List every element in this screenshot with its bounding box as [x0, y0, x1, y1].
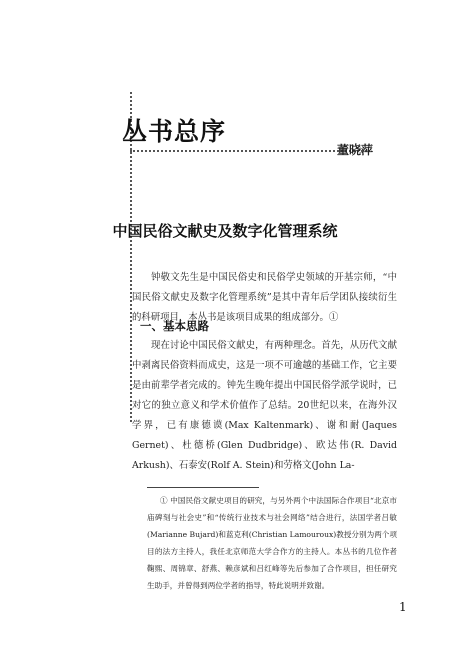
footnote-divider	[147, 487, 259, 488]
section-heading: 一、基本思路	[140, 319, 209, 333]
page-number: 1	[399, 600, 407, 614]
document-title: 中国民俗文献史及数字化管理系统	[112, 222, 338, 240]
dotted-horizontal-rule	[130, 150, 370, 152]
author-name: 董晓萍	[337, 143, 374, 157]
series-preface-title: 丛书总序	[122, 117, 227, 146]
intro-paragraph: 钟敬文先生是中国民俗史和民俗学史领域的开基宗师，“中国民俗文献史及数字化管理系统”是其中青年后学团队接续衍生的科研项目，本丛书是该项目成果的组成部分。①	[132, 272, 397, 323]
footnote: ① 中国民俗文献史项目的研究，与另外两个中法国际合作项目“北京市庙碑刻与社会史”和“传统行业技术与社会网络”结合进行，法国学者吕敏(Marianne Bujard)和蓝克利(Christian Lamouroux)教授分别为两个项目的法方主持人，我任北京师范大学合作方的主持人。本丛书的几位作者鞠熙、周锦章、舒燕、赖彦斌和吕红峰等先后参加了合作项目，担任研究生助手，并曾得到两位学者的指导，特此说明并致谢。	[147, 496, 397, 590]
section-paragraph: 现在讨论中国民俗文献史，有两种理念。首先，从历代文献中剥离民俗资料而成史，这是一项不可逾越的基础工作，它主要是由前辈学者完成的。钟先生晚年提出中国民俗学派学说时，已对它的独立意义和学术价值作了总结。20世纪以来，在海外汉学界，已有康德谟(Max Kaltenmark)、谢和耐(Jaques Gernet)、杜德桥(Glen Dudbridge)、欧达伟(R. David Arkush)、石泰安(Rolf A. Stein)和劳格文(John La-	[132, 340, 397, 471]
